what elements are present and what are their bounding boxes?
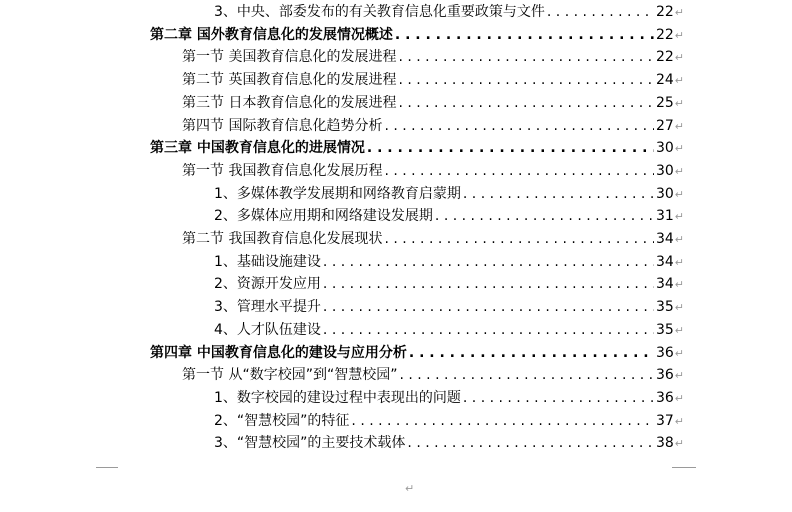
toc-page-number: 25: [655, 94, 674, 111]
toc-entry-title: 第二章 国外教育信息化的发展情况概述: [150, 26, 393, 43]
toc-leader-dots: [395, 24, 654, 46]
toc-page-number: 36: [655, 344, 674, 361]
toc-page-number: 22: [655, 26, 674, 43]
page-corner-left: [96, 467, 118, 468]
toc-entry-section[interactable]: [182, 115, 684, 137]
toc-leader-dots: [323, 296, 654, 318]
paragraph-mark-icon: ↵: [674, 437, 684, 451]
paragraph-mark-icon: ↵: [674, 323, 684, 337]
toc-page-number: 34: [655, 231, 674, 247]
toc-entry-title: 2、多媒体应用期和网络建设发展期: [214, 208, 433, 225]
toc-entry-item[interactable]: [214, 251, 684, 273]
toc-page-number: 31: [655, 208, 674, 225]
paragraph-mark-icon: ↵: [674, 96, 684, 110]
toc-entry-item[interactable]: [214, 183, 684, 205]
toc-entry-title: 2、资源开发应用: [214, 276, 321, 293]
toc-leader-dots: [323, 319, 654, 341]
toc-page-number: 34: [655, 276, 674, 293]
toc-leader-dots: [547, 1, 654, 23]
toc-entry-item[interactable]: [214, 1, 684, 23]
toc-entry-section[interactable]: [182, 69, 684, 91]
toc-entry-title: 1、数字校园的建设过程中表现出的问题: [214, 389, 461, 406]
toc-leader-dots: [323, 251, 654, 273]
toc-entry-title: 3、“智慧校园”的主要技术载体: [214, 435, 406, 452]
toc-leader-dots: [409, 342, 654, 364]
toc-leader-dots: [463, 183, 654, 205]
toc-entry-title: 第四章 中国教育信息化的建设与应用分析: [150, 344, 407, 361]
toc-entry-chapter[interactable]: [150, 137, 684, 159]
paragraph-mark-icon: ↵: [674, 164, 684, 178]
toc-entry-title: 第二节 我国教育信息化发展现状: [182, 231, 383, 247]
paragraph-mark-icon: ↵: [674, 119, 684, 133]
toc-leader-dots: [384, 115, 654, 137]
paragraph-mark-icon: ↵: [674, 301, 684, 315]
toc-leader-dots: [463, 387, 654, 409]
toc-entry-section[interactable]: [182, 46, 684, 68]
toc-entry-chapter[interactable]: [150, 342, 684, 364]
toc-entry-section[interactable]: [182, 92, 684, 114]
toc-page-number: 30: [655, 162, 674, 179]
paragraph-mark-icon: ↵: [674, 233, 684, 246]
toc-entry-title: 1、多媒体教学发展期和网络教育启蒙期: [214, 185, 461, 202]
paragraph-mark-icon: ↵: [674, 6, 684, 19]
toc-entry-title: 4、人才队伍建设: [214, 321, 321, 338]
toc-page-number: 36: [655, 367, 674, 384]
paragraph-mark-icon: ↵: [674, 187, 684, 201]
paragraph-mark-icon: ↵: [674, 210, 684, 224]
toc-page-number: 30: [655, 140, 674, 157]
toc-entry-item[interactable]: [214, 387, 684, 409]
toc-page-number: 24: [655, 72, 674, 89]
toc-leader-dots: [367, 137, 654, 159]
paragraph-mark-icon: ↵: [674, 28, 684, 42]
toc-entry-section[interactable]: [182, 364, 684, 386]
toc-leader-dots: [398, 46, 654, 68]
paragraph-mark-icon: ↵: [674, 414, 684, 428]
toc-page-number: 30: [655, 185, 674, 202]
toc-entry-title: 第二节 英国教育信息化的发展进程: [182, 72, 397, 89]
toc-entry-title: 第三节 日本教育信息化的发展进程: [182, 94, 397, 111]
toc-entry-section[interactable]: [182, 228, 684, 250]
paragraph-mark-icon: ↵: [674, 391, 684, 405]
toc-entry-item[interactable]: [214, 319, 684, 341]
toc-leader-dots: [398, 92, 654, 114]
page-corner-right: [672, 467, 696, 468]
paragraph-mark-icon: ↵: [674, 74, 684, 88]
toc-leader-dots: [399, 364, 653, 386]
toc-entry-title: 第三章 中国教育信息化的进展情况: [150, 140, 365, 157]
paragraph-mark-icon: ↵: [674, 278, 684, 292]
toc-entry-item[interactable]: [214, 410, 684, 432]
paragraph-mark-icon: ↵: [674, 51, 684, 65]
toc-leader-dots: [323, 273, 654, 295]
toc-page-number: 38: [655, 435, 674, 452]
toc-entry-item[interactable]: [214, 273, 684, 295]
toc-entry-item[interactable]: [214, 205, 684, 227]
toc-entry-title: 2、“智慧校园”的特征: [214, 412, 350, 429]
paragraph-mark-icon: ↵: [674, 346, 684, 360]
toc-page-number: 35: [655, 321, 674, 338]
toc-entry-title: 第四节 国际教育信息化趋势分析: [182, 117, 383, 134]
toc-page-number: 22: [655, 49, 674, 66]
toc-page-number: 34: [655, 253, 674, 270]
paragraph-mark-icon: ↵: [674, 142, 684, 156]
toc-entry-title: 第一节 从“数字校园”到“智慧校园”: [182, 367, 398, 384]
toc-entry-item[interactable]: [214, 432, 684, 454]
toc-entry-chapter[interactable]: [150, 24, 684, 46]
toc-entry-title: 3、中央、部委发布的有关教育信息化重要政策与文件: [214, 4, 545, 20]
toc-entry-title: 第一节 我国教育信息化发展历程: [182, 162, 383, 179]
toc-leader-dots: [398, 69, 654, 91]
paragraph-mark-icon: ↵: [674, 369, 684, 383]
toc-page-number: 35: [655, 299, 674, 316]
paragraph-mark-icon: ↵: [405, 482, 415, 495]
toc-page-number: 37: [655, 412, 674, 429]
toc-entry-title: 1、基础设施建设: [214, 253, 321, 270]
toc-entry-item[interactable]: [214, 296, 684, 318]
toc-entry-title: 3、管理水平提升: [214, 299, 321, 316]
toc-entry-section[interactable]: [182, 160, 684, 182]
toc-leader-dots: [384, 228, 654, 250]
toc-entry-title: 第一节 美国教育信息化的发展进程: [182, 49, 397, 66]
toc-page-number: 22: [655, 4, 674, 20]
paragraph-mark-icon: ↵: [674, 255, 684, 269]
toc-leader-dots: [407, 432, 654, 454]
toc-page-number: 36: [655, 389, 674, 406]
toc-page-number: 27: [655, 117, 674, 134]
toc-leader-dots: [351, 410, 654, 432]
toc-leader-dots: [435, 205, 654, 227]
toc-leader-dots: [384, 160, 654, 182]
